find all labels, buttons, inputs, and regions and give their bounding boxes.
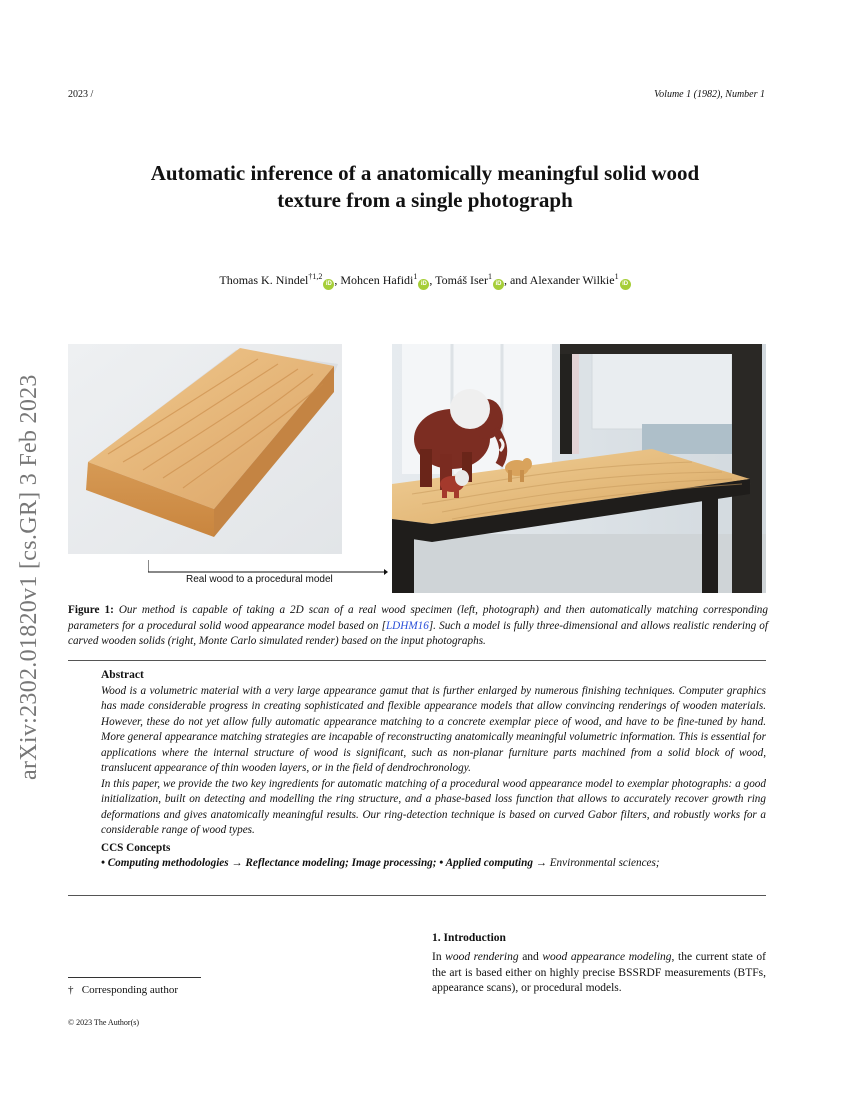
abstract-section xyxy=(101,668,766,872)
running-header-right: Volume 1 (1982), Number 1 xyxy=(654,89,765,100)
author-name: Thomas K. Nindel xyxy=(219,273,309,287)
ccs-arrow: → xyxy=(228,857,246,869)
ccs-term: • Computing methodologies xyxy=(101,857,229,869)
orcid-icon[interactable]: iD xyxy=(323,279,334,290)
author-separator: , xyxy=(334,273,341,287)
intro-text: In xyxy=(432,951,446,963)
orcid-icon[interactable]: iD xyxy=(418,279,429,290)
author-affiliation: †1,2 xyxy=(308,272,323,281)
citation-link[interactable]: LDHM16 xyxy=(385,619,429,632)
intro-emphasis: wood appearance modeling xyxy=(542,951,672,963)
footnote-rule xyxy=(68,977,201,978)
author-list xyxy=(60,272,790,290)
paper-title xyxy=(60,160,790,214)
title-line-2: texture from a single photograph xyxy=(277,188,573,212)
author-name: Mohcen Hafidi xyxy=(340,273,414,287)
abstract-paragraph: In this paper, we provide the two key ingredients for automatic matching of a procedural wood appearance model to exemplar photographs: a good initialization, built on detecting and modelling the ring structure, and a phase-based loss function that allows to accurately recover growth ring deformations and gives anatomically meaningful results. Our ring-detection technique is based on curved Gabor filters, and robustly works for a considerable range of wood types. xyxy=(101,777,766,836)
running-header-left: 2023 / xyxy=(68,89,94,100)
title-line-1: Automatic inference of a anatomically meaningful solid wood xyxy=(150,161,700,185)
intro-text: , the current state of the art is based either on highly precise BSSRDF measurements (BTFs, appearance scans), or procedural models. xyxy=(432,951,766,994)
footnote-mark: † xyxy=(68,984,74,996)
divider xyxy=(68,895,766,896)
intro-text: and xyxy=(518,951,543,963)
figure-arrow-label: Real wood to a procedural model xyxy=(186,574,333,585)
ccs-term: Reflectance modeling; Image processing; • Applied computing xyxy=(245,857,533,869)
ccs-heading: CCS Concepts xyxy=(101,841,171,854)
author-affiliation: 1 xyxy=(614,272,619,281)
figure-1-caption xyxy=(68,603,768,650)
footnote-text: Corresponding author xyxy=(81,984,178,996)
caption-text: ]. Such a model is fully three-dimensional and allows realistic rendering of carved wooden solids (right, Monte Carlo simulated render) based on the input photographs. xyxy=(68,619,768,647)
author-affiliation: 1 xyxy=(487,272,492,281)
abstract-heading: Abstract xyxy=(101,669,144,681)
ccs-term: Environmental sciences; xyxy=(549,857,660,869)
author-affiliation: 1 xyxy=(413,272,418,281)
ccs-arrow: → xyxy=(532,857,550,869)
author-separator: , and xyxy=(503,273,530,287)
intro-paragraph xyxy=(432,950,766,997)
caption-text: Our method is capable of taking a 2D scan of a real wood specimen (left, photograph) and then automatically matching corresponding parameters for a procedural solid wood appearance model based on [ xyxy=(68,604,768,632)
wood-plank-photo xyxy=(68,344,342,554)
footnote xyxy=(68,984,178,996)
author-separator: , xyxy=(429,273,436,287)
author-name: Tomáš Iser xyxy=(435,273,488,287)
intro-emphasis: wood rendering xyxy=(445,951,519,963)
orcid-icon[interactable]: iD xyxy=(493,279,504,290)
figure-label: Figure 1: xyxy=(68,604,114,616)
author-name: Alexander Wilkie xyxy=(529,273,615,287)
abstract-paragraph: Wood is a volumetric material with a very large appearance gamut that is further enlarged by numerous finishing techniques. Computer graphics has made considerable progress in creating sophisticated and flexible appearance models that allow convincing renderings of wooden materials. However, these do not yet allow fully automatic appearance matching to a concrete exemplar piece of wood, and have to be fine-tuned by hand. More general appearance matching strategies are incapable of reconstructing anatomically meaningful volumetric information. This is essential for applications where the internal structure of wood is significant, such as non-planar furniture parts machined from a solid block of wood, translucent appearance of thin wooden layers, or in the field of dendrochronology. xyxy=(101,684,766,774)
section-heading: 1. Introduction xyxy=(432,932,506,944)
arxiv-stamp: arXiv:2302.01820v1 [cs.GR] 3 Feb 2023 xyxy=(16,374,42,780)
wood-chair-render xyxy=(392,344,766,593)
copyright-notice: © 2023 The Author(s) xyxy=(68,1018,140,1027)
divider xyxy=(68,660,766,661)
ccs-concepts xyxy=(101,856,766,872)
orcid-icon[interactable]: iD xyxy=(620,279,631,290)
